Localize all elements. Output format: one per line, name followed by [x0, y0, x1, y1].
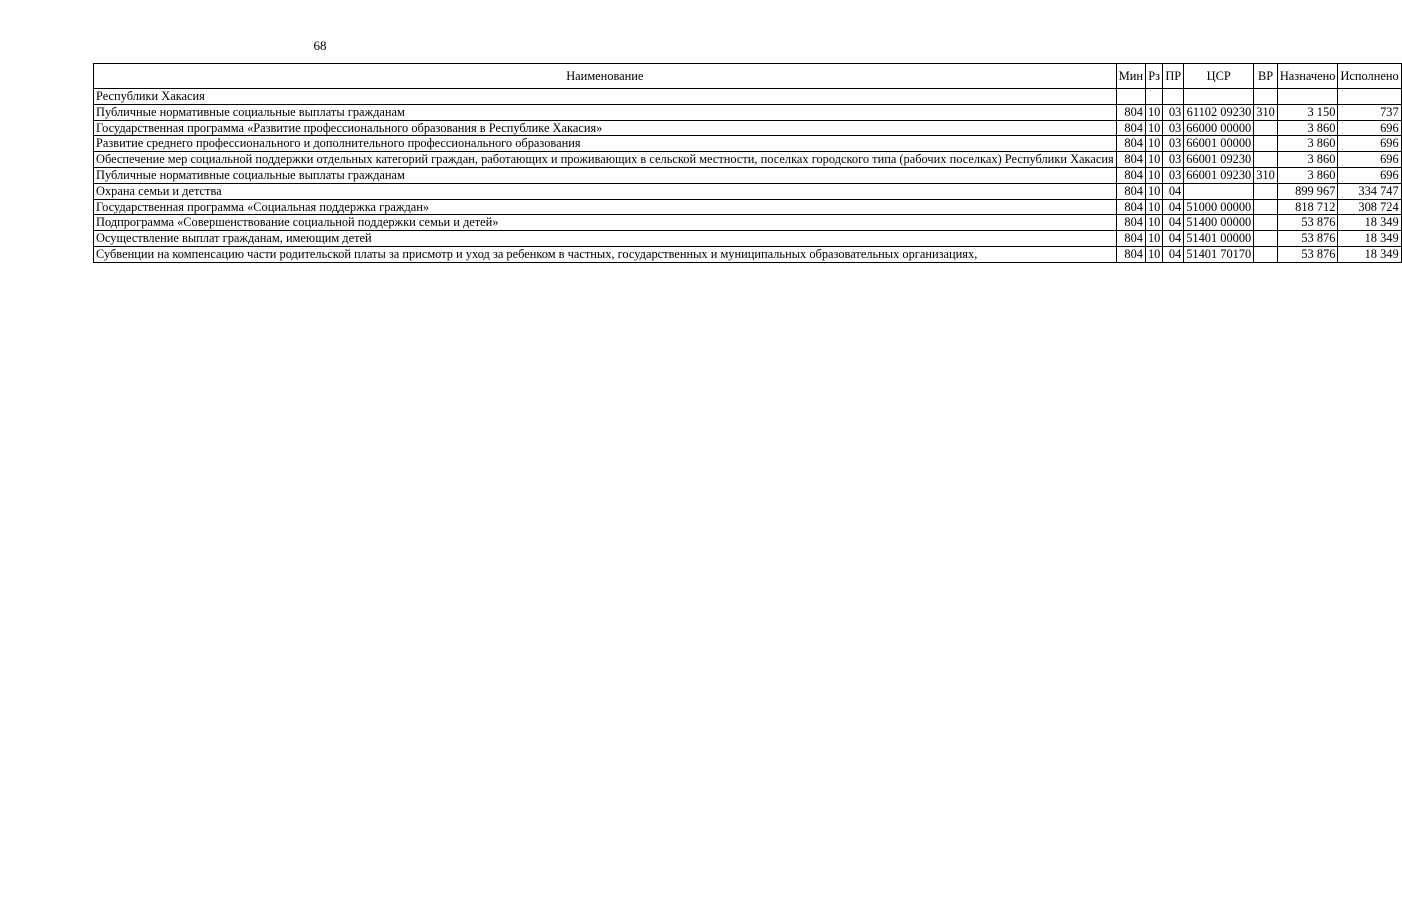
- cell-ispolneno: 696: [1338, 167, 1401, 183]
- cell-ispolneno: 334 747: [1338, 183, 1401, 199]
- cell-csr: [1184, 89, 1254, 105]
- cell-pr: [1163, 89, 1184, 105]
- cell-pr: 04: [1163, 246, 1184, 262]
- table-header-row: [94, 64, 1402, 89]
- cell-pr: 03: [1163, 104, 1184, 120]
- cell-min: 804: [1116, 246, 1145, 262]
- cell-name: Развитие среднего профессионального и дополнительного профессионального образования: [94, 136, 1117, 152]
- table-row: [94, 199, 1402, 215]
- cell-rz: 10: [1145, 120, 1162, 136]
- cell-rz: 10: [1145, 231, 1162, 247]
- cell-min: [1116, 89, 1145, 105]
- cell-vr: [1254, 89, 1278, 105]
- cell-min: 804: [1116, 183, 1145, 199]
- cell-naznacheno: 3 860: [1277, 136, 1338, 152]
- header-ispolneno: Исполнено: [1338, 64, 1401, 89]
- cell-csr: 66000 00000: [1184, 120, 1254, 136]
- header-pr: ПР: [1163, 64, 1184, 89]
- cell-naznacheno: 53 876: [1277, 231, 1338, 247]
- cell-csr: 51401 00000: [1184, 231, 1254, 247]
- cell-pr: 03: [1163, 136, 1184, 152]
- cell-name: Публичные нормативные социальные выплаты гражданам: [94, 167, 1117, 183]
- cell-min: 804: [1116, 152, 1145, 168]
- cell-name: Обеспечение мер социальной поддержки отдельных категорий граждан, работающих и проживающих в сельской местности, поселках городского типа (рабочих поселках) Республики Хакасия: [94, 152, 1117, 168]
- cell-name: Охрана семьи и детства: [94, 183, 1117, 199]
- cell-naznacheno: 3 860: [1277, 120, 1338, 136]
- cell-min: 804: [1116, 167, 1145, 183]
- cell-name: Осуществление выплат гражданам, имеющим детей: [94, 231, 1117, 247]
- cell-rz: 10: [1145, 167, 1162, 183]
- cell-pr: 04: [1163, 183, 1184, 199]
- cell-pr: 04: [1163, 215, 1184, 231]
- cell-csr: 61102 09230: [1184, 104, 1254, 120]
- header-vr: ВР: [1254, 64, 1278, 89]
- table-row: [94, 231, 1402, 247]
- cell-naznacheno: 818 712: [1277, 199, 1338, 215]
- cell-naznacheno: [1277, 89, 1338, 105]
- header-csr: ЦСР: [1184, 64, 1254, 89]
- cell-pr: 03: [1163, 152, 1184, 168]
- table-row: [94, 215, 1402, 231]
- cell-naznacheno: 3 860: [1277, 152, 1338, 168]
- cell-csr: 51400 00000: [1184, 215, 1254, 231]
- cell-min: 804: [1116, 136, 1145, 152]
- cell-ispolneno: 18 349: [1338, 215, 1401, 231]
- header-min: Мин: [1116, 64, 1145, 89]
- cell-min: 804: [1116, 104, 1145, 120]
- cell-vr: [1254, 231, 1278, 247]
- cell-rz: 10: [1145, 104, 1162, 120]
- cell-vr: [1254, 215, 1278, 231]
- cell-ispolneno: 308 724: [1338, 199, 1401, 215]
- cell-name: Подпрограмма «Совершенствование социальной поддержки семьи и детей»: [94, 215, 1117, 231]
- cell-csr: [1184, 183, 1254, 199]
- cell-vr: [1254, 152, 1278, 168]
- table-row: [94, 183, 1402, 199]
- cell-naznacheno: 3 860: [1277, 167, 1338, 183]
- cell-naznacheno: 53 876: [1277, 246, 1338, 262]
- cell-rz: 10: [1145, 215, 1162, 231]
- cell-csr: 66001 09230: [1184, 167, 1254, 183]
- cell-ispolneno: 737: [1338, 104, 1401, 120]
- cell-name: Республики Хакасия: [94, 89, 1117, 105]
- cell-pr: 03: [1163, 167, 1184, 183]
- cell-rz: 10: [1145, 136, 1162, 152]
- cell-naznacheno: 899 967: [1277, 183, 1338, 199]
- cell-pr: 04: [1163, 231, 1184, 247]
- cell-rz: 10: [1145, 183, 1162, 199]
- table-row: [94, 167, 1402, 183]
- table-row: [94, 136, 1402, 152]
- table-row: [94, 89, 1402, 105]
- cell-vr: [1254, 183, 1278, 199]
- header-rz: Рз: [1145, 64, 1162, 89]
- cell-min: 804: [1116, 215, 1145, 231]
- cell-vr: 310: [1254, 104, 1278, 120]
- cell-vr: [1254, 246, 1278, 262]
- cell-vr: 310: [1254, 167, 1278, 183]
- cell-name: Субвенции на компенсацию части родительской платы за присмотр и уход за ребенком в частных, государственных и муниципальных образовательных организациях,: [94, 246, 1117, 262]
- cell-name: Государственная программа «Развитие профессионального образования в Республике Хакасия»: [94, 120, 1117, 136]
- table-row: [94, 246, 1402, 262]
- cell-ispolneno: [1338, 89, 1401, 105]
- cell-csr: 51000 00000: [1184, 199, 1254, 215]
- table-row: [94, 120, 1402, 136]
- table-row: [94, 104, 1402, 120]
- cell-ispolneno: 696: [1338, 136, 1401, 152]
- page-number: 68: [313, 38, 327, 53]
- cell-rz: 10: [1145, 199, 1162, 215]
- cell-pr: 03: [1163, 120, 1184, 136]
- cell-csr: 66001 00000: [1184, 136, 1254, 152]
- cell-ispolneno: 18 349: [1338, 231, 1401, 247]
- cell-vr: [1254, 136, 1278, 152]
- cell-rz: 10: [1145, 152, 1162, 168]
- header-naznacheno: Назначено: [1277, 64, 1338, 89]
- cell-naznacheno: 53 876: [1277, 215, 1338, 231]
- cell-min: 804: [1116, 120, 1145, 136]
- cell-vr: [1254, 199, 1278, 215]
- cell-min: 804: [1116, 231, 1145, 247]
- cell-csr: 51401 70170: [1184, 246, 1254, 262]
- cell-min: 804: [1116, 199, 1145, 215]
- header-name: Наименование: [94, 64, 1117, 89]
- cell-ispolneno: 696: [1338, 152, 1401, 168]
- cell-ispolneno: 18 349: [1338, 246, 1401, 262]
- budget-table: [93, 63, 1402, 263]
- cell-name: Публичные нормативные социальные выплаты гражданам: [94, 104, 1117, 120]
- cell-pr: 04: [1163, 199, 1184, 215]
- cell-rz: 10: [1145, 246, 1162, 262]
- cell-naznacheno: 3 150: [1277, 104, 1338, 120]
- cell-ispolneno: 696: [1338, 120, 1401, 136]
- table-row: [94, 152, 1402, 168]
- cell-vr: [1254, 120, 1278, 136]
- cell-csr: 66001 09230: [1184, 152, 1254, 168]
- cell-rz: [1145, 89, 1162, 105]
- cell-name: Государственная программа «Социальная поддержка граждан»: [94, 199, 1117, 215]
